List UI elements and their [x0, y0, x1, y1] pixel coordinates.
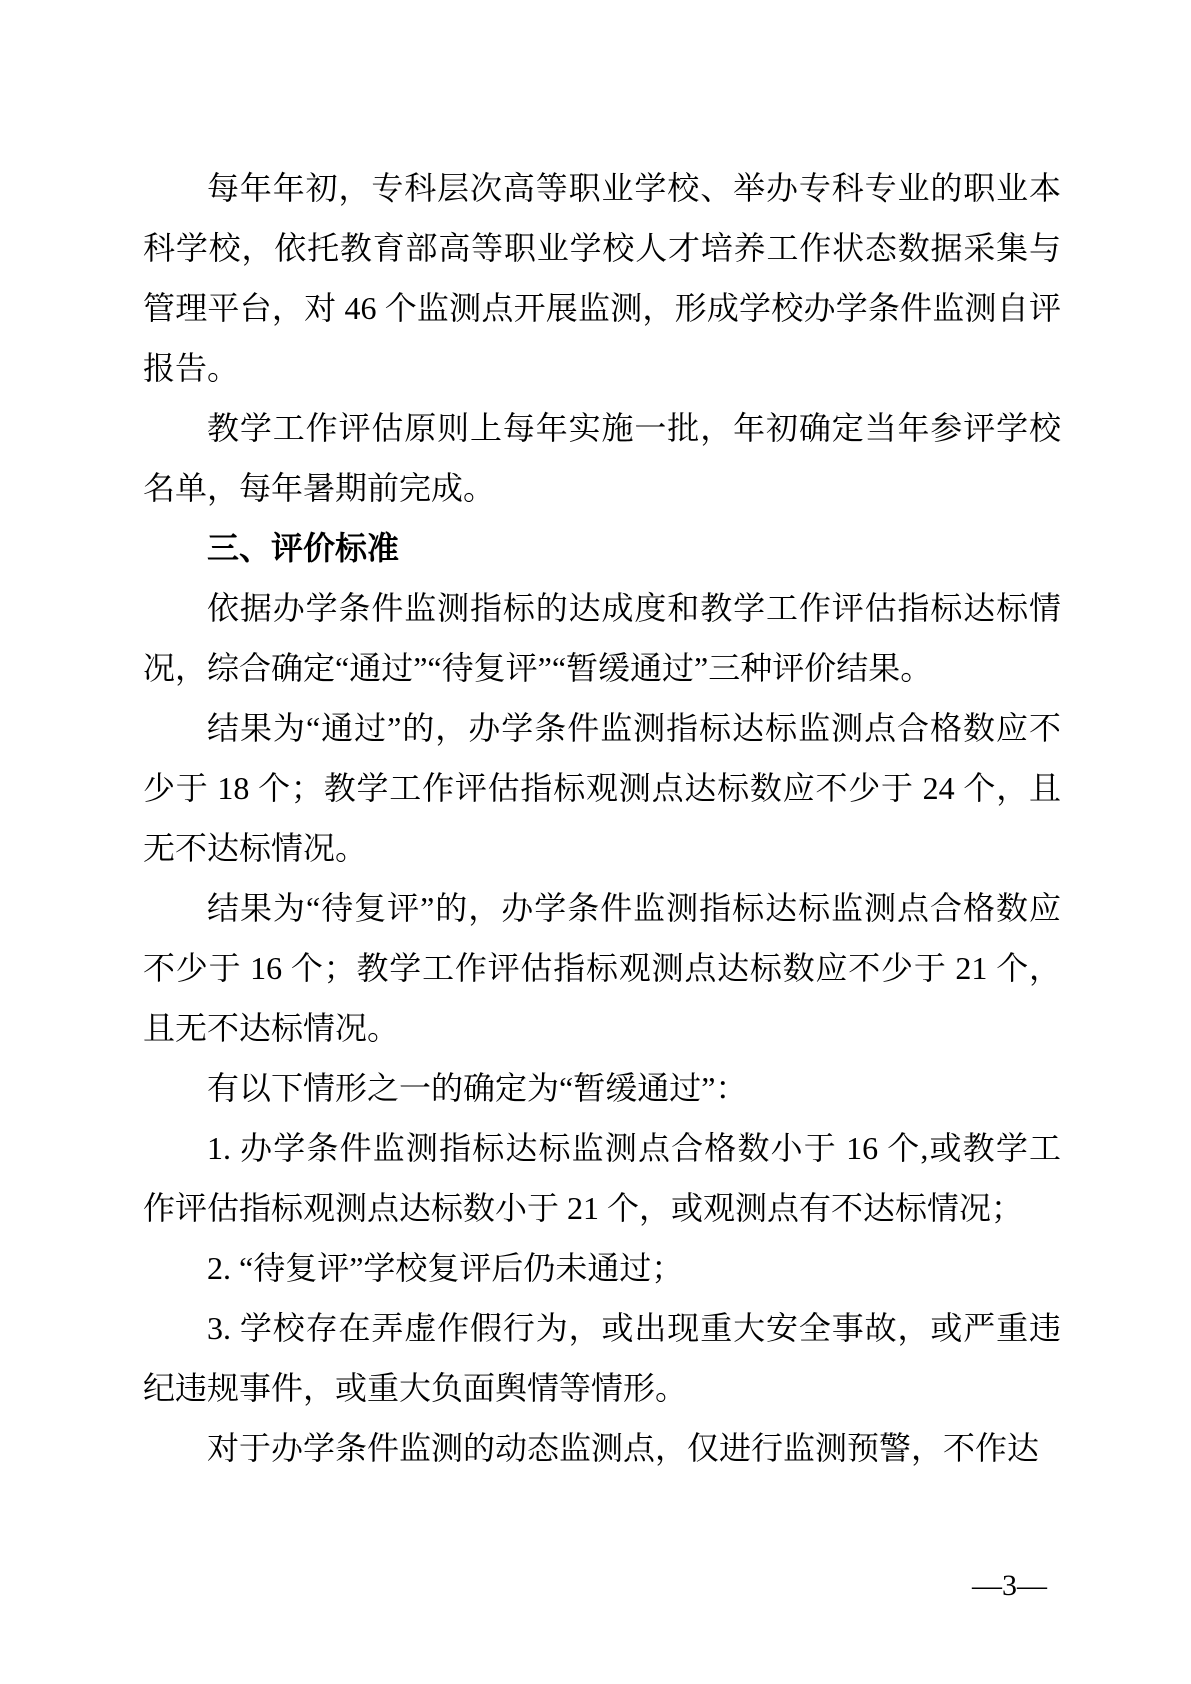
paragraph-reevaluation-criteria: 结果为“待复评”的，办学条件监测指标达标监测点合格数应不少于 16 个；教学工作评估指标观测点达标数应不少于 21 个，且无不达标情况。 [143, 890, 1061, 1046]
document-content [143, 158, 1061, 1478]
paragraph-monitoring-self-report: 每年年初，专科层次高等职业学校、举办专科专业的职业本科学校，依托教育部高等职业学校人才培养工作状态数据采集与管理平台，对 46 个监测点开展监测，形成学校办学条件监测自评报告。 [143, 170, 1061, 386]
section-heading-evaluation-criteria: 三、评价标准 [207, 530, 400, 566]
paragraph-suspend-item-1: 1. 办学条件监测指标达标监测点合格数小于 16 个,或教学工作评估指标观测点达标数小于 21 个，或观测点有不达标情况； [143, 1130, 1061, 1226]
paragraph-suspend-item-3: 3. 学校存在弄虚作假行为，或出现重大安全事故，或严重违纪违规事件，或重大负面舆情等情形。 [143, 1310, 1061, 1406]
page-number: —3— [972, 1569, 1047, 1602]
paragraph-pass-criteria: 结果为“通过”的，办学条件监测指标达标监测点合格数应不少于 18 个；教学工作评估指标观测点达标数应不少于 24 个，且无不达标情况。 [143, 710, 1061, 866]
paragraph-evaluation-schedule: 教学工作评估原则上每年实施一批，年初确定当年参评学校名单，每年暑期前完成。 [143, 410, 1061, 506]
paragraph-result-categories: 依据办学条件监测指标的达成度和教学工作评估指标达标情况，综合确定“通过”“待复评”“暂缓通过”三种评价结果。 [143, 590, 1061, 686]
paragraph-dynamic-monitoring: 对于办学条件监测的动态监测点，仅进行监测预警，不作达 [207, 1430, 1040, 1466]
paragraph-suspend-intro: 有以下情形之一的确定为“暂缓通过”： [207, 1070, 748, 1106]
paragraph-suspend-item-2: 2. “待复评”学校复评后仍未通过； [207, 1250, 684, 1286]
